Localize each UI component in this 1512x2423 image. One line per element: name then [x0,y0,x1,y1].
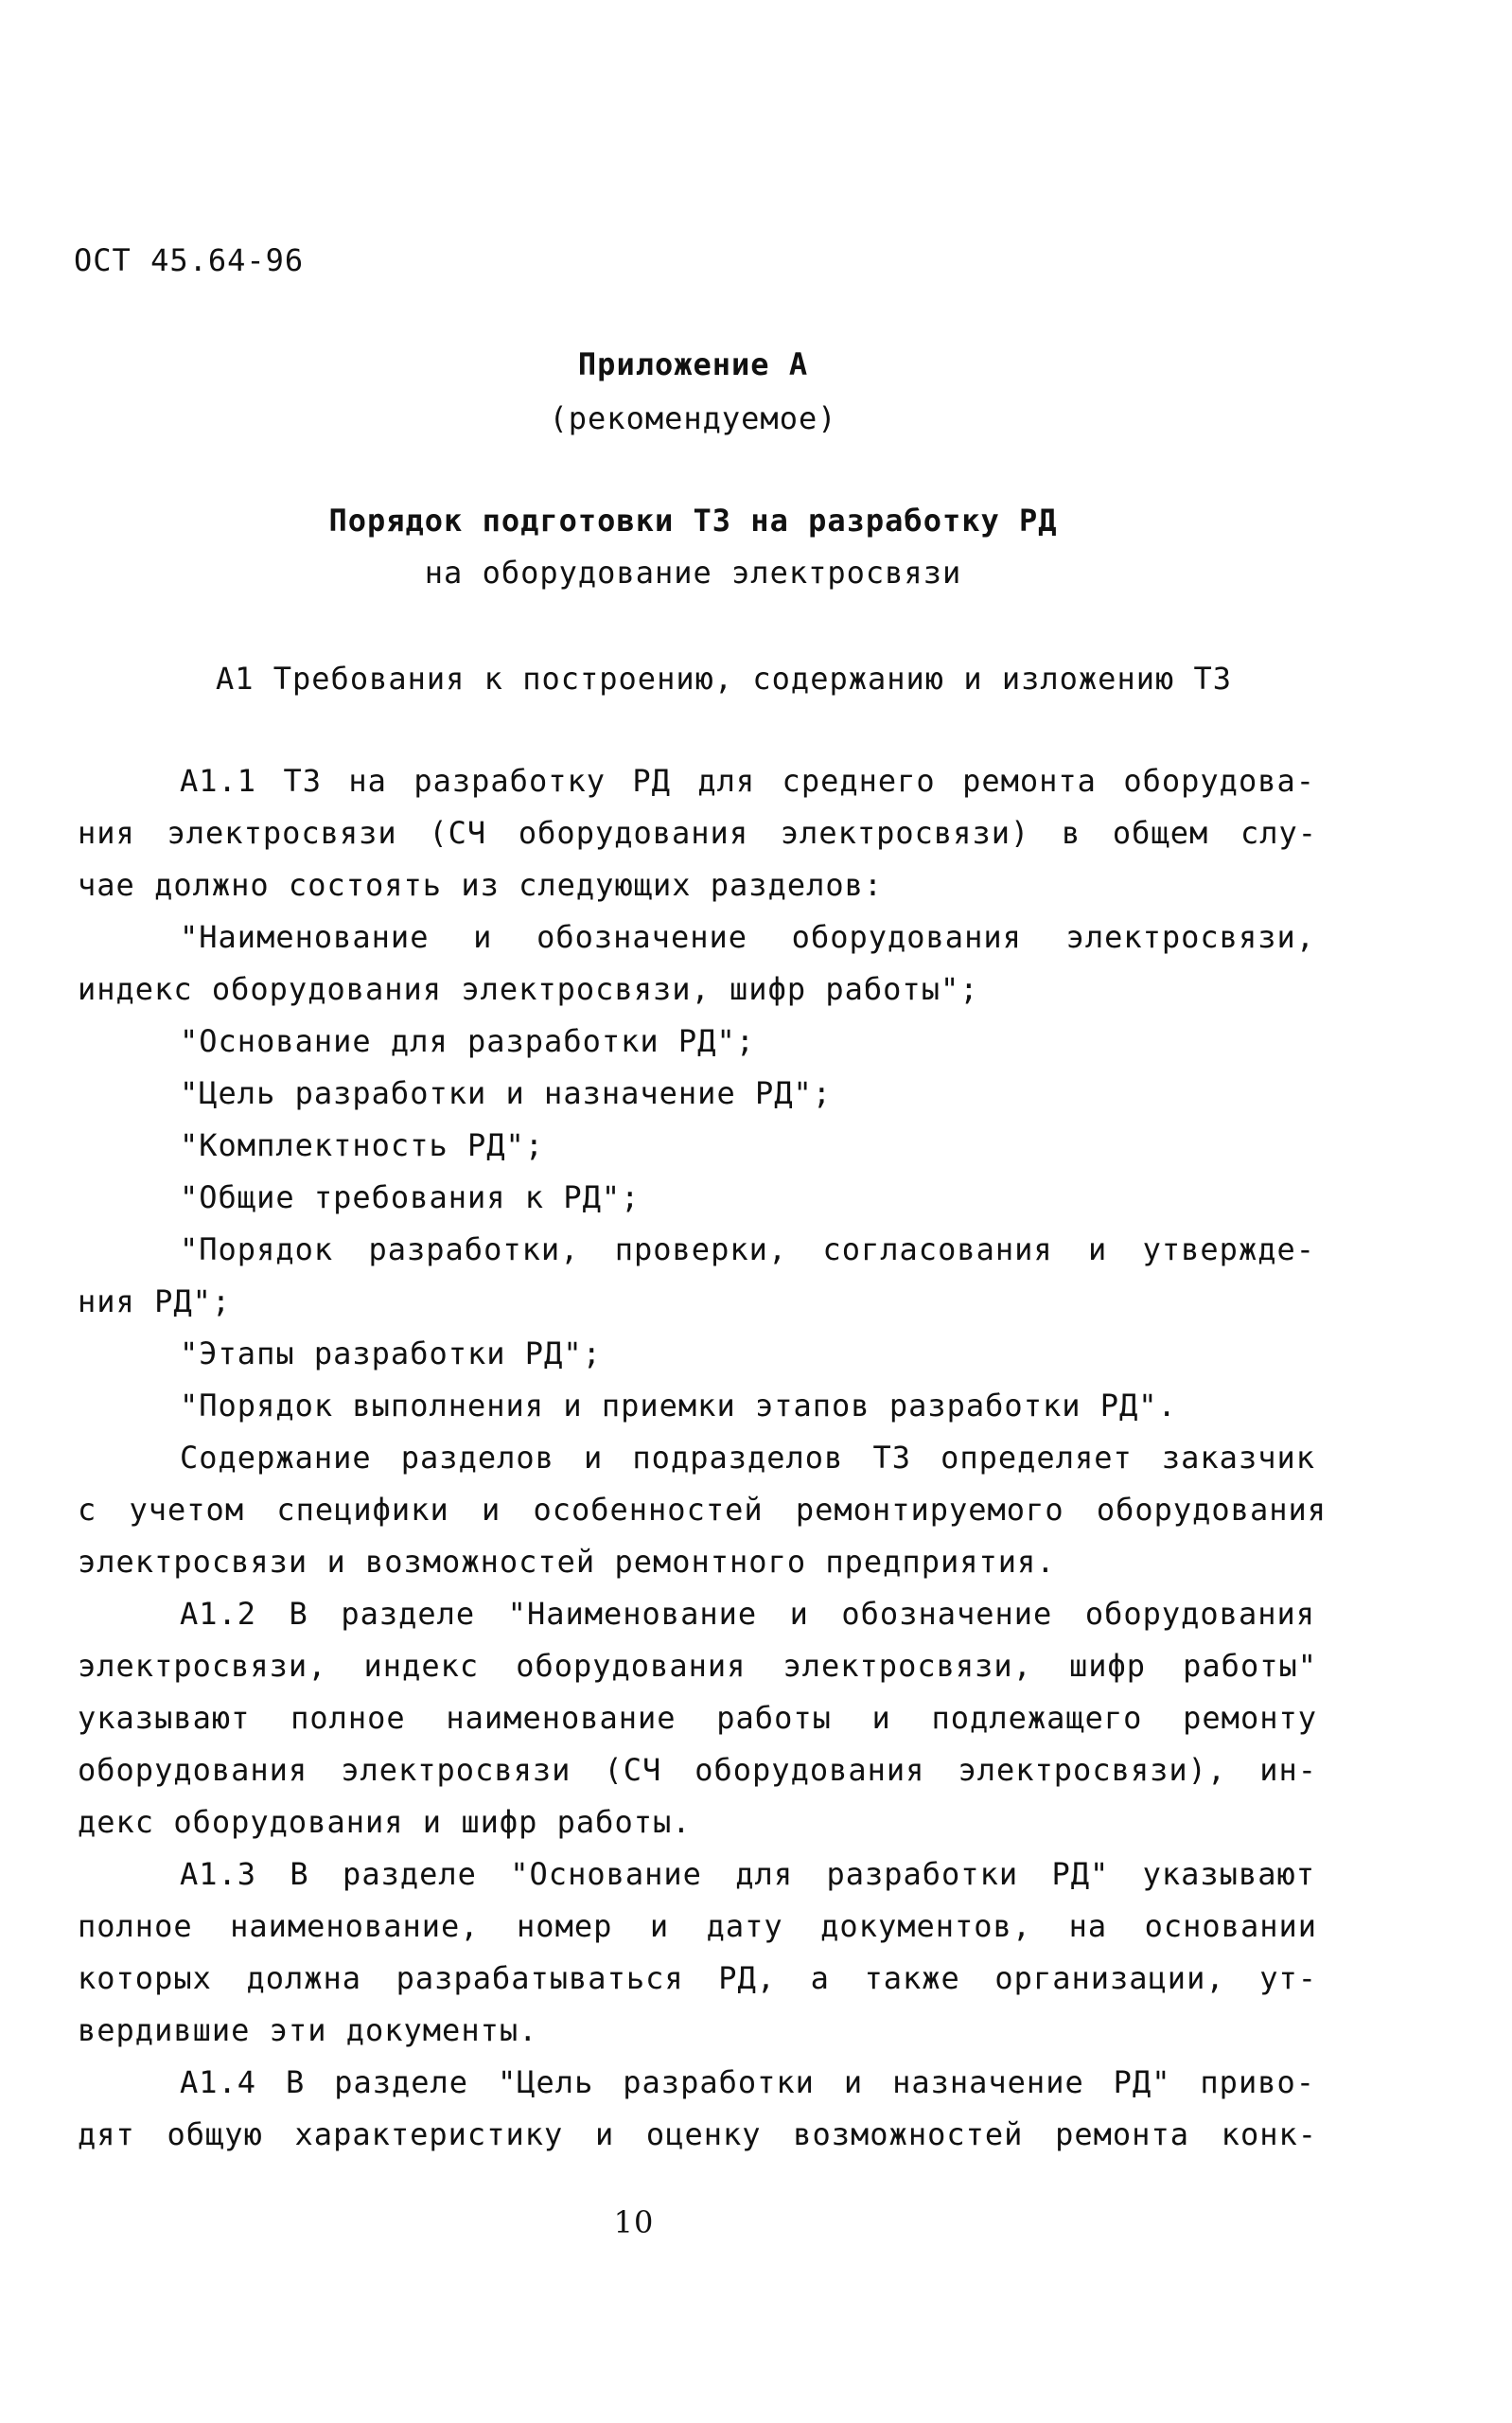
body-line: которых должна разрабатываться РД, а также организации, ут- [78,1960,1317,1996]
body-line: "Наименование и обозначение оборудования электросвязи, [180,919,1315,955]
body-line: ния РД"; [78,1283,232,1319]
body-line: А1.4 В разделе "Цель разработки и назначение РД" приво- [180,2064,1315,2100]
doc-code: ОСТ 45.64-96 [74,242,305,278]
body-line: декс оборудования и шифр работы. [78,1804,692,1840]
page-number: 10 [613,2204,655,2240]
body-line: "Порядок выполнения и приемки этапов разработки РД". [180,1388,1177,1424]
body-line: Содержание разделов и подразделов ТЗ определяет заказчик [180,1440,1315,1476]
body-line: индекс оборудования электросвязи, шифр работы"; [78,971,979,1007]
body-line: "Этапы разработки РД"; [180,1335,602,1371]
section-title: А1 Требования к построению, содержанию и изложению ТЗ [215,661,1233,697]
appendix-subtitle: (рекомендуемое) [549,400,837,436]
body-line: "Основание для разработки РД"; [180,1023,755,1059]
body-line: А1.3 В разделе "Основание для разработки РД" указывают [180,1856,1315,1892]
body-line: электросвязи, индекс оборудования электросвязи, шифр работы" [78,1648,1317,1684]
heading-line-1: Порядок подготовки ТЗ на разработку РД [328,503,1058,539]
body-line: дят общую характеристику и оценку возможностей ремонта конк- [78,2116,1317,2152]
body-line: "Цель разработки и назначение РД"; [180,1075,833,1111]
body-line: полное наименование, номер и дату документов, на основании [78,1908,1317,1944]
heading-line-2: на оборудование электросвязи [424,555,962,591]
body-line: электросвязи и возможностей ремонтного предприятия. [78,1544,1056,1580]
body-line: оборудования электросвязи (СЧ оборудования электросвязи), ин- [78,1752,1317,1788]
body-line: А1.1 ТЗ на разработку РД для среднего ремонта оборудова- [180,763,1315,799]
body-line: "Комплектность РД"; [180,1127,545,1163]
body-line: вердившие эти документы. [78,2012,538,2048]
body-line: "Общие требования к РД"; [180,1179,641,1215]
body-line: чае должно состоять из следующих разделов: [78,867,884,903]
body-line: указывают полное наименование работы и подлежащего ремонту [78,1700,1317,1736]
body-line: ния электросвязи (СЧ оборудования электросвязи) в общем слу- [78,815,1317,851]
body-line: А1.2 В разделе "Наименование и обозначение оборудования [180,1596,1315,1632]
appendix-title: Приложение А [577,346,809,382]
body-line: "Порядок разработки, проверки, согласования и утвержде- [180,1231,1315,1267]
body-line: с учетом специфики и особенностей ремонтируемого оборудования [78,1492,1327,1528]
